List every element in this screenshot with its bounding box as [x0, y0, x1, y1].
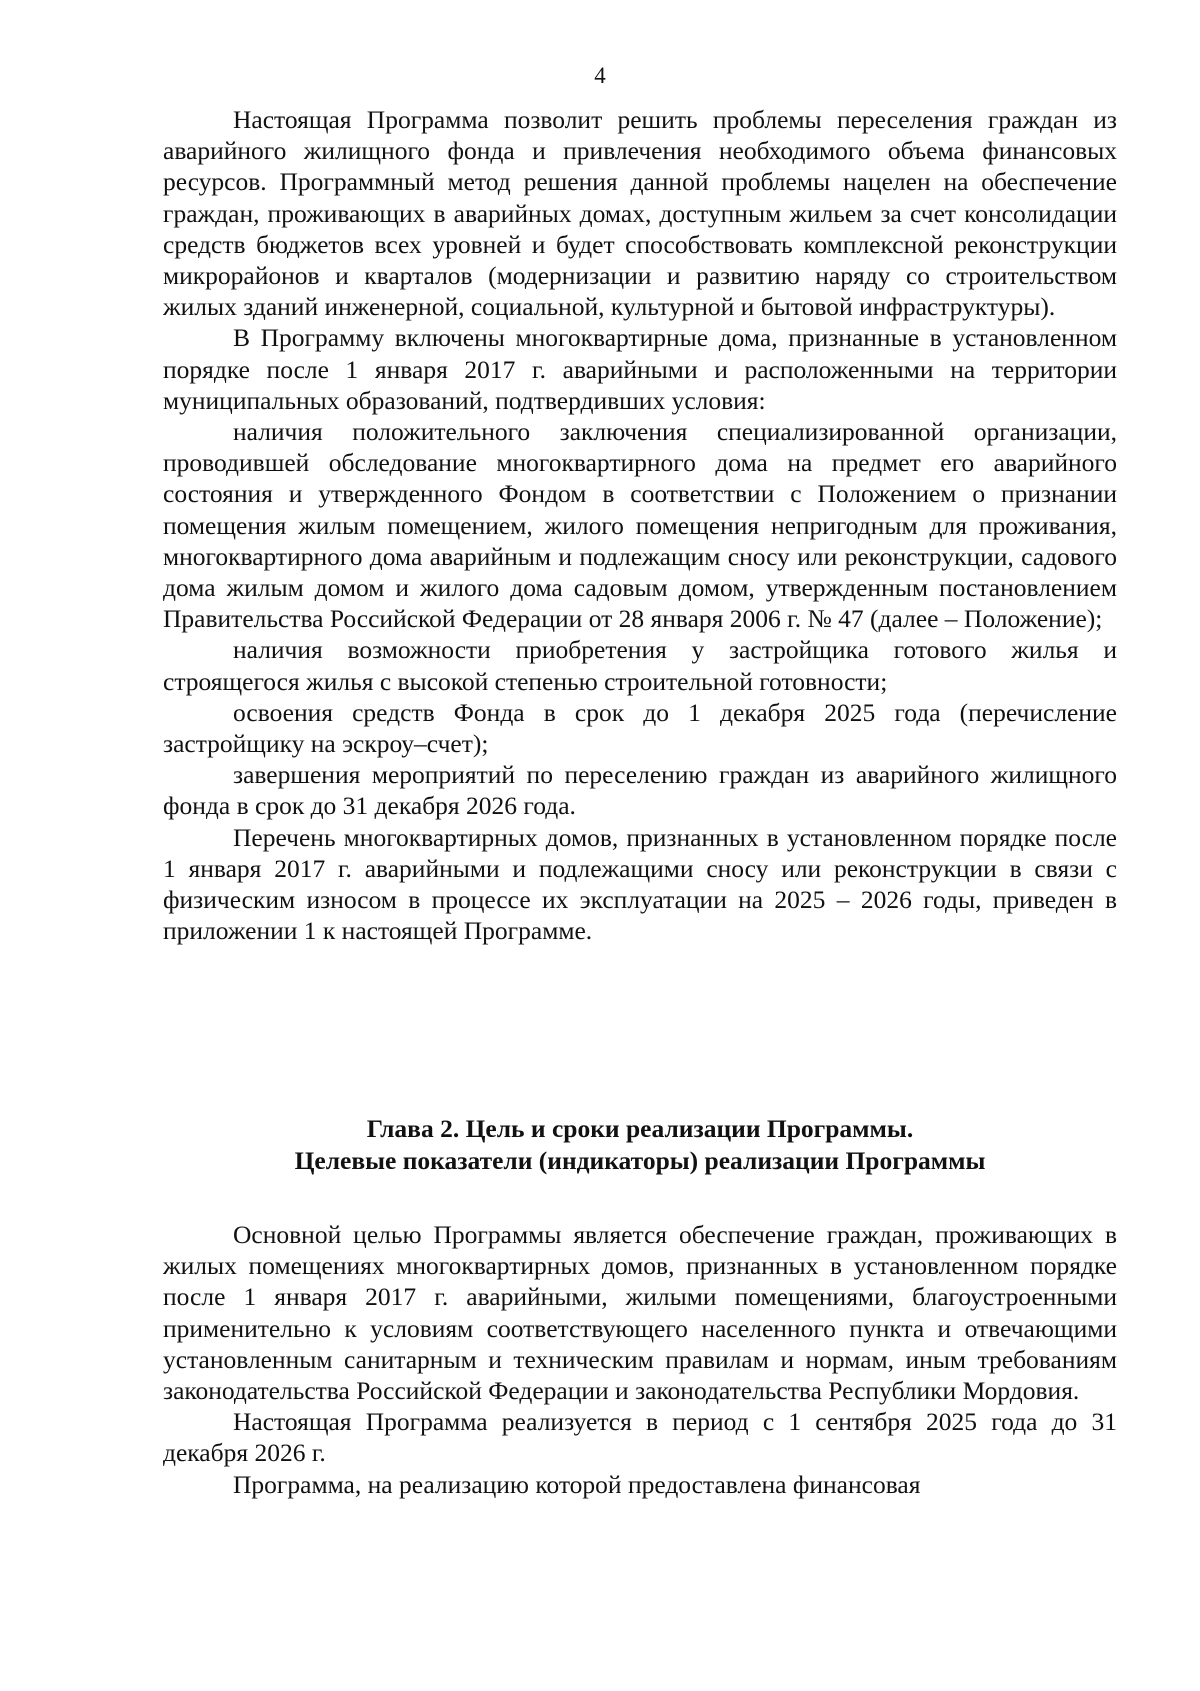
chapter-2-title: Глава 2. Цель и сроки реализации Программы.	[366, 1114, 914, 1143]
paragraph-program-purpose: Настоящая Программа позволит решить проблемы переселения граждан из аварийного жилищного фонда и привлечения необходимого объема финансовых ресурсов. Программный метод решения данной проблемы нацелен на обеспечение граждан, проживающих в аварийных домах, доступным жильем за счет консолидации средств бюджетов всех уровней и будет способствовать комплексной реконструкции микрорайонов и кварталов (модернизации и развитию наряду со строительством жилых зданий инженерной, социальной, культурной и бытовой инфраструктуры).	[163, 105, 1117, 322]
paragraph-included-houses: В Программу включены многоквартирные дома, признанные в установленном порядке после 1 января 2017 г. аварийными и расположенными на территории муниципальных образований, подтвердивших условия:	[163, 323, 1117, 415]
chapter-2-heading	[163, 1113, 1117, 1176]
paragraph-condition-completion: завершения мероприятий по переселению граждан из аварийного жилищного фонда в срок до 31 декабря 2026 года.	[163, 760, 1117, 821]
paragraph-main-goal: Основной целью Программы является обеспечение граждан, проживающих в жилых помещениях многоквартирных домов, признанных в установленном порядке после 1 января 2017 г. аварийными, жилыми помещениями, благоустроенными применительно к условиям соответствующего населенного пункта и отвечающими установленным санитарным и техническим правилам и нормам, иным требованиям законодательства Российской Федерации и законодательства Республики Мордовия.	[163, 1220, 1117, 1406]
chapter-2-subtitle: Целевые показатели (индикаторы) реализации Программы	[294, 1145, 986, 1175]
paragraph-condition-acquisition: наличия возможности приобретения у застройщика готового жилья и строящегося жилья с высокой степенью строительной готовности;	[163, 635, 1117, 696]
paragraph-condition-funds: освоения средств Фонда в срок до 1 декабря 2025 года (перечисление застройщику на эскроу–счет);	[163, 697, 1117, 759]
section-chapter-2	[163, 1219, 1117, 1500]
section-program-intro	[163, 104, 1117, 946]
paragraph-period: Настоящая Программа реализуется в период с 1 сентября 2025 года до 31 декабря 2026 г.	[163, 1407, 1117, 1468]
page-number: 4	[594, 63, 606, 88]
paragraph-financing: Программа, на реализацию которой предоставлена финансовая	[233, 1469, 921, 1499]
paragraph-house-list: Перечень многоквартирных домов, признанных в установленном порядке после 1 января 2017 г. аварийными и подлежащими сносу или реконструкции в связи с физическим износом в процессе их эксплуатации на 2025 – 2026 годы, приведен в приложении 1 к настоящей Программе.	[163, 822, 1117, 946]
paragraph-condition-conclusion: наличия положительного заключения специализированной организации, проводившей обследование многоквартирного дома на предмет его аварийного состояния и утвержденного Фондом в соответствии с Положением о признании помещения жилым помещением, жилого помещения непригодным для проживания, многоквартирного дома аварийным и подлежащим сносу или реконструкции, садового дома жилым домом и жилого дома садовым домом, утвержденным постановлением Правительства Российской Федерации от 28 января 2006 г. № 47 (далее – Положение);	[163, 417, 1117, 634]
